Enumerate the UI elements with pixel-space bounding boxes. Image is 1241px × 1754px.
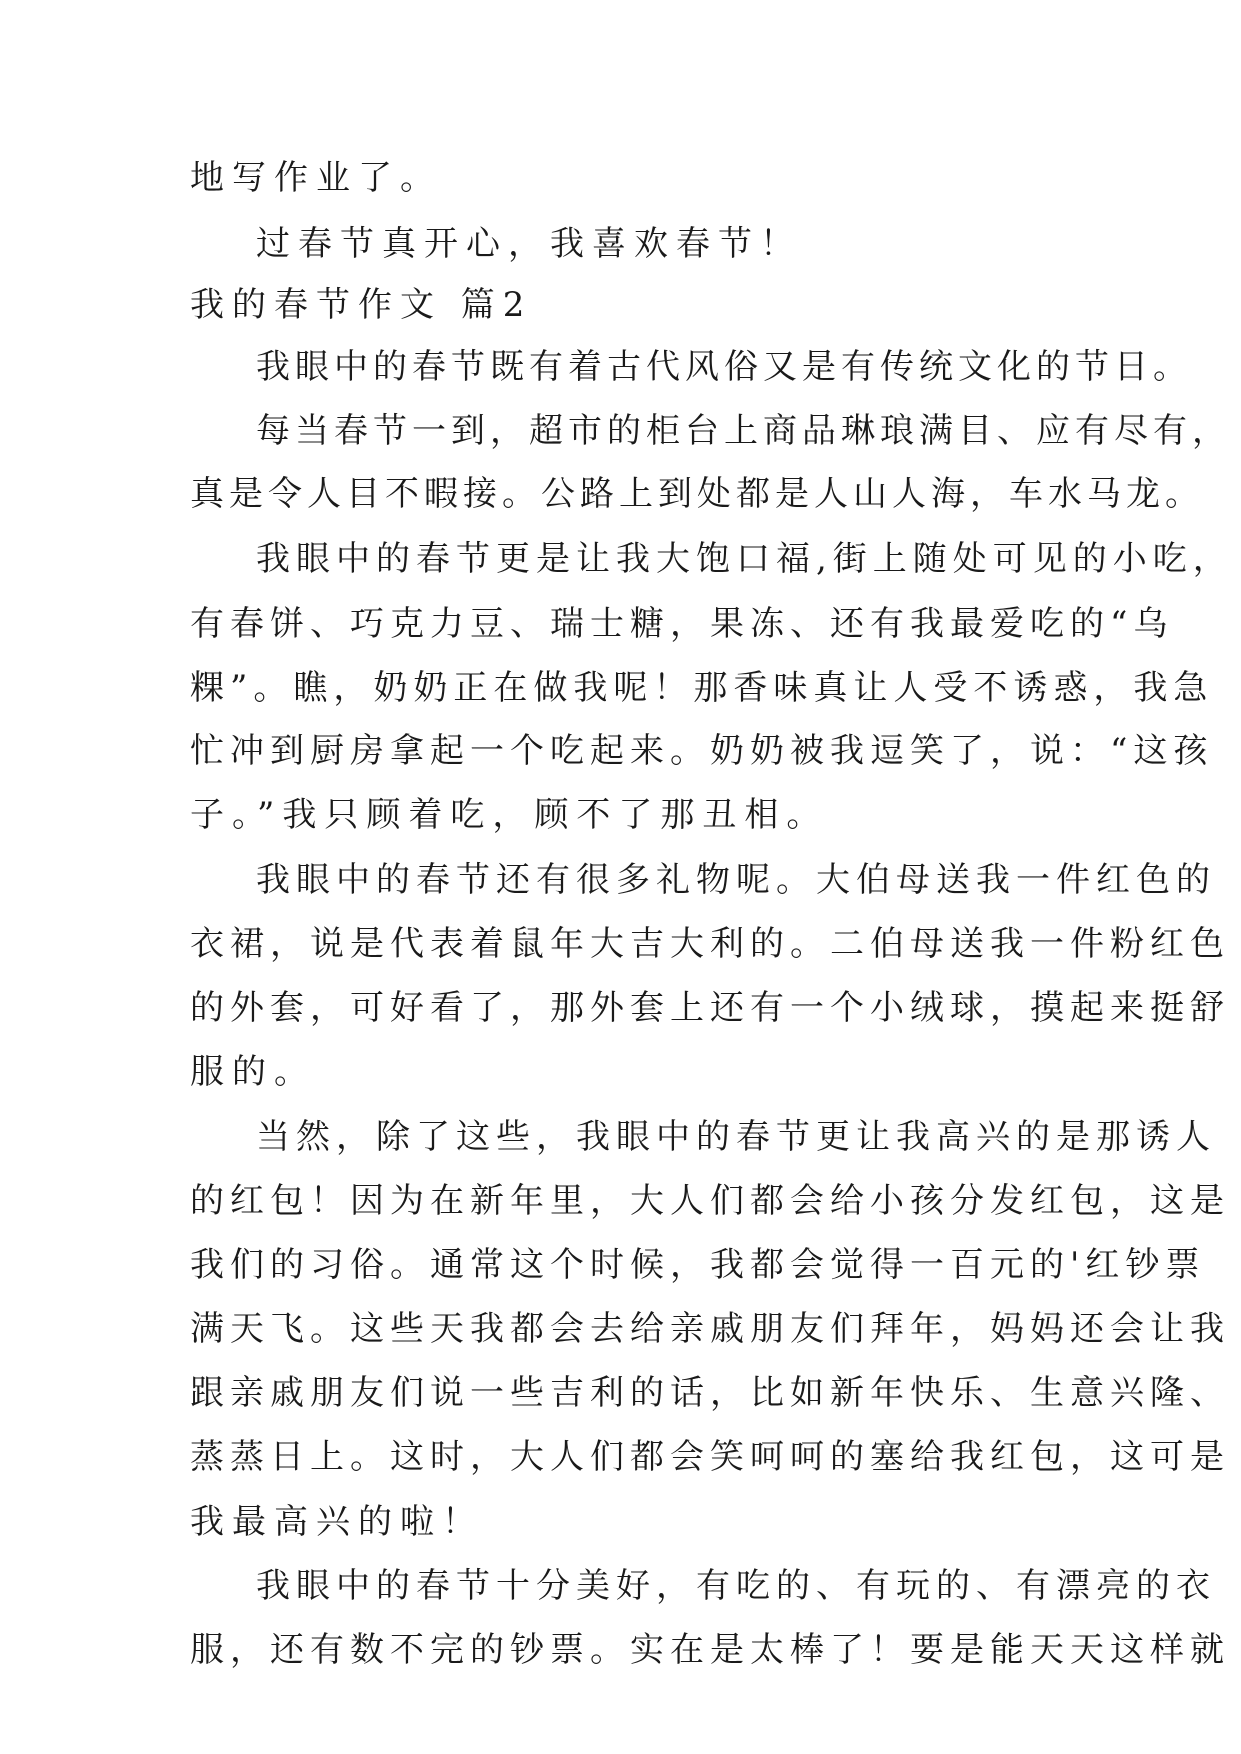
section-heading: 我的春节作文 篇2 [190,285,533,325]
text-line: 我眼中的春节还有很多礼物呢。大伯母送我一件红色的 [256,860,1216,900]
text-line: 过春节真开心，我喜欢春节！ [256,224,802,264]
text-line: 满天飞。这些天我都会去给亲戚朋友们拜年，妈妈还会让我 [190,1309,1230,1349]
text-line: 我眼中的春节更是让我大饱口福,街上随处可见的小吃， [256,539,1233,579]
text-line: 忙冲到厨房拿起一个吃起来。奶奶被我逗笑了，说：“这孩 [190,731,1214,771]
text-line: 子。”我只顾着吃，顾不了那丑相。 [190,795,829,835]
text-line: 真是令人目不暇接。公路上到处都是人山人海，车水马龙。 [190,474,1204,514]
text-line: 地写作业了。 [190,158,442,198]
text-line: 跟亲戚朋友们说一些吉利的话，比如新年快乐、生意兴隆、 [190,1373,1230,1413]
text-line: 服，还有数不完的钞票。实在是太棒了！要是能天天这样就 [190,1630,1230,1670]
text-line: 每当春节一到，超市的柜台上商品琳琅满目、应有尽有， [256,411,1231,451]
text-line: 我们的习俗。通常这个时候，我都会觉得一百元的'红钞票 [190,1245,1206,1285]
text-line: 衣裙，说是代表着鼠年大吉大利的。二伯母送我一件粉红色 [190,924,1230,964]
text-line: 服的。 [190,1052,316,1092]
text-line: 我最高兴的啦！ [190,1502,484,1542]
text-line: 有春饼、巧克力豆、瑞士糖，果冻、还有我最爱吃的“乌 [190,604,1174,644]
text-line: 的外套，可好看了，那外套上还有一个小绒球，摸起来挺舒 [190,988,1230,1028]
text-line: 我眼中的春节既有着古代风俗又是有传统文化的节日。 [256,347,1192,387]
text-line: 蒸蒸日上。这时，大人们都会笑呵呵的塞给我红包，这可是 [190,1437,1230,1477]
text-line: 的红包！因为在新年里，大人们都会给小孩分发红包，这是 [190,1181,1230,1221]
text-line: 粿”。瞧，奶奶正在做我呢！那香味真让人受不诱惑，我急 [190,668,1214,708]
text-line: 我眼中的春节十分美好，有吃的、有玩的、有漂亮的衣 [256,1566,1216,1606]
text-line: 当然，除了这些，我眼中的春节更让我高兴的是那诱人 [256,1117,1216,1157]
